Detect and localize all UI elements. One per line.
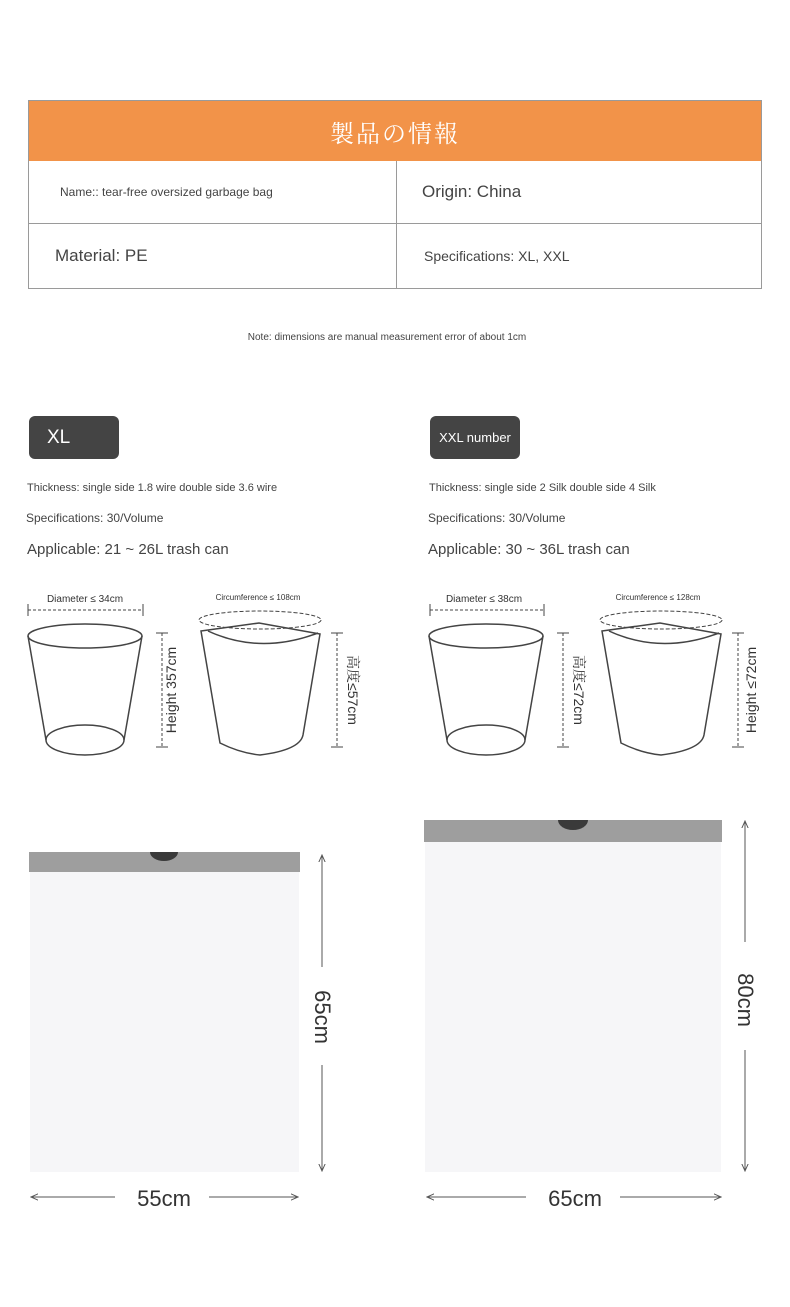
- xxl-height-left-label: 高度≤72cm: [571, 655, 587, 725]
- xxl-applicable: Applicable: 30 ~ 36L trash can: [428, 541, 630, 558]
- xl-badge: XL: [29, 416, 119, 459]
- product-specifications: Specifications: XL, XXL: [424, 248, 570, 264]
- xxl-thickness: Thickness: single side 2 Silk double side 4 Silk: [429, 482, 656, 494]
- xxl-circumference-label: Circumference ≤ 128cm: [615, 593, 701, 602]
- trash-can-diagrams: [0, 585, 790, 770]
- xxl-height-right-label: Height ≤72cm: [743, 646, 759, 734]
- product-info-table: [28, 100, 762, 289]
- xxl-bag-illustration: [424, 820, 722, 1172]
- xxl-bag-width-label: 65cm: [548, 1186, 602, 1211]
- xl-height-right-label: 高度≤57cm: [345, 655, 361, 725]
- table-divider-vertical: [396, 161, 397, 289]
- xl-spec: Specifications: 30/Volume: [26, 511, 164, 525]
- xxl-badge: XXL number: [430, 416, 520, 459]
- xl-bagged-can-illustration: [199, 611, 321, 755]
- xl-round-can-illustration: [28, 624, 142, 755]
- xxl-spec: Specifications: 30/Volume: [428, 511, 566, 525]
- measurement-note: Note: dimensions are manual measurement error of about 1cm: [247, 332, 527, 343]
- xl-applicable: Applicable: 21 ~ 26L trash can: [27, 541, 229, 558]
- table-title: 製品の情報: [29, 101, 761, 161]
- xl-circumference-label: Circumference ≤ 108cm: [215, 593, 301, 602]
- xxl-bagged-can-illustration: [600, 611, 722, 755]
- xl-height-left-label: Height 357cm: [163, 646, 179, 734]
- xl-diameter-dimension: [28, 604, 143, 616]
- xl-bag-width-label: 55cm: [137, 1186, 191, 1211]
- xl-bag-height-label: 65cm: [310, 990, 335, 1044]
- xxl-round-can-illustration: [429, 624, 543, 755]
- product-name: Name:: tear-free oversized garbage bag: [60, 185, 273, 199]
- xxl-height-dimension-left: [557, 633, 569, 747]
- product-origin: Origin: China: [422, 182, 522, 201]
- xl-diameter-label: Diameter ≤ 34cm: [46, 594, 124, 605]
- xxl-bag-height-label: 80cm: [733, 973, 758, 1027]
- xl-bag-illustration: [29, 852, 300, 1172]
- xxl-diameter-dimension: [430, 604, 544, 616]
- xl-height-dimension-right: [331, 633, 343, 747]
- xl-thickness: Thickness: single side 1.8 wire double side 3.6 wire: [27, 482, 278, 494]
- bag-size-diagrams: [0, 815, 790, 1225]
- product-material: Material: PE: [55, 246, 148, 265]
- xxl-diameter-label: Diameter ≤ 38cm: [445, 594, 523, 605]
